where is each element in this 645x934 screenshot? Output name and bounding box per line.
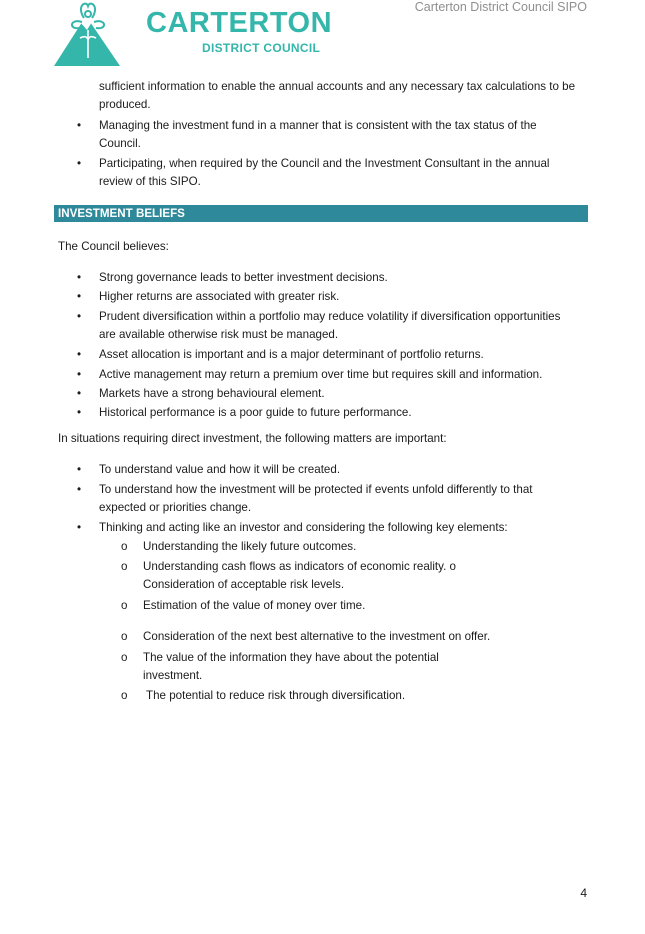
bullet-icon: • — [77, 157, 82, 170]
bullet-icon: • — [77, 348, 82, 361]
element-item: Consideration of acceptable risk levels. — [143, 578, 345, 591]
sub-bullet-icon: o — [121, 560, 128, 573]
matter-item: Thinking and acting like an investor and considering the following key elements: — [99, 521, 508, 534]
element-item: investment. — [143, 669, 203, 682]
bullet-icon: • — [77, 271, 82, 284]
list-item-text: Participating, when required by the Council and the Investment Consultant in the annual — [99, 157, 550, 170]
list-item-text: review of this SIPO. — [99, 175, 201, 188]
bullet-icon: • — [77, 463, 82, 476]
matter-item: expected or priorities change. — [99, 501, 252, 514]
belief-item: Higher returns are associated with greater risk. — [99, 290, 340, 303]
bullet-icon: • — [77, 368, 82, 381]
bullet-icon: • — [77, 310, 82, 323]
element-item: Consideration of the next best alternative to the investment on offer. — [143, 630, 491, 643]
document-header-title: Carterton District Council SIPO — [414, 0, 587, 14]
sub-bullet-icon: o — [121, 540, 128, 553]
bullet-icon: • — [77, 119, 82, 132]
bullet-icon: • — [77, 406, 82, 419]
belief-item: are available otherwise risk must be managed. — [99, 328, 339, 341]
sub-bullet-icon: o — [121, 689, 128, 702]
element-item: The value of the information they have about the potential — [143, 651, 439, 664]
bullet-icon: • — [77, 521, 82, 534]
element-item: Estimation of the value of money over time. — [143, 599, 366, 612]
element-item: Understanding cash flows as indicators of economic reality. o — [143, 560, 456, 573]
bullet-icon: • — [77, 290, 82, 303]
council-logo — [54, 0, 333, 68]
belief-item: Markets have a strong behavioural element. — [99, 387, 325, 400]
logo-wordmark: CARTERTON — [146, 7, 333, 39]
page-number: 4 — [580, 886, 587, 900]
intro-paragraph: The Council believes: — [58, 240, 169, 253]
belief-item: Prudent diversification within a portfolio may reduce volatility if diversification opportunities — [99, 310, 561, 323]
belief-item: Strong governance leads to better investment decisions. — [99, 271, 388, 284]
sub-bullet-icon: o — [121, 630, 128, 643]
element-item: Understanding the likely future outcomes. — [143, 540, 357, 553]
list-item-text: produced. — [99, 98, 151, 111]
list-item-text: Council. — [99, 137, 141, 150]
element-item: The potential to reduce risk through diversification. — [143, 689, 406, 702]
section-heading: INVESTMENT BELIEFS — [54, 205, 588, 222]
logo-subtitle: DISTRICT COUNCIL — [202, 41, 321, 55]
sub-bullet-icon: o — [121, 651, 128, 664]
sub-bullet-icon: o — [121, 599, 128, 612]
list-item-text: sufficient information to enable the annual accounts and any necessary tax calculations to be — [99, 80, 576, 93]
belief-item: Historical performance is a poor guide to future performance. — [99, 406, 412, 419]
bullet-icon: • — [77, 387, 82, 400]
list-item-text: Managing the investment fund in a manner that is consistent with the tax status of the — [99, 119, 537, 132]
belief-item: Asset allocation is important and is a major determinant of portfolio returns. — [99, 348, 484, 361]
flower-mountain-icon — [54, 0, 124, 68]
direct-investment-paragraph: In situations requiring direct investment, the following matters are important: — [58, 432, 447, 445]
belief-item: Active management may return a premium over time but requires skill and information. — [99, 368, 543, 381]
bullet-icon: • — [77, 483, 82, 496]
matter-item: To understand value and how it will be created. — [99, 463, 341, 476]
matter-item: To understand how the investment will be protected if events unfold differently to that — [99, 483, 533, 496]
